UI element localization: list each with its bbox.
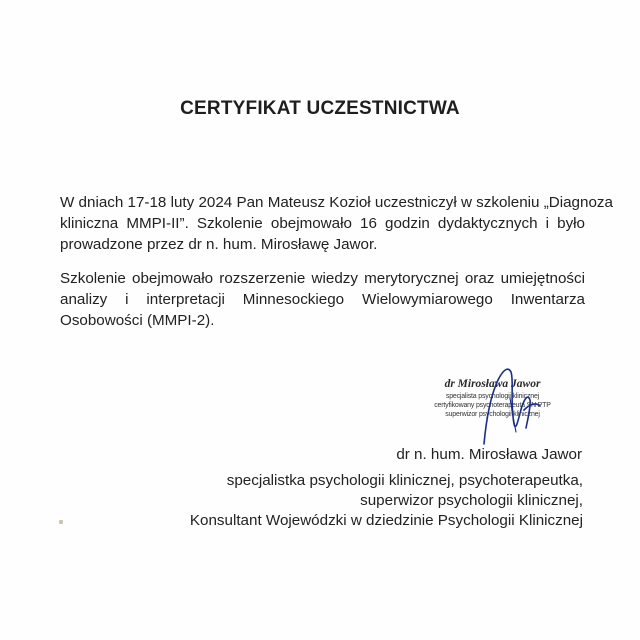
stamp-name: dr Mirosława Jawor — [444, 378, 541, 390]
paragraph-line: analizy i interpretacji Minnesockiego Wielowymiarowego Inwentarza — [60, 291, 585, 308]
stamp-line: specjalista psychologii klinicznej — [445, 391, 540, 400]
paragraph-line: kliniczna MMPI-II”. Szkolenie obejmowało 16 godzin dydaktycznych i było — [60, 215, 585, 232]
paragraph-training-scope — [60, 268, 585, 331]
certificate-title: CERTYFIKAT UCZESTNICTWA — [180, 98, 460, 119]
paragraph-line: Osobowości (MMPI-2). — [60, 312, 215, 329]
signatory-name: dr n. hum. Mirosława Jawor — [396, 446, 582, 463]
signatory-role: superwizor psychologii klinicznej, — [360, 492, 583, 509]
stamp-line: certyfikowany psychoterapeuta SN PTP — [434, 400, 551, 409]
paragraph-line: W dniach 17-18 luty 2024 Pan Mateusz Kozioł uczestniczył w szkoleniu „Diagnoza — [60, 194, 613, 211]
signatory-role: Konsultant Wojewódzki w dziedzinie Psychologii Klinicznej — [189, 512, 583, 529]
paragraph-training-details — [60, 192, 613, 255]
signatory-role: specjalistka psychologii klinicznej, psychoterapeutka, — [226, 472, 583, 489]
handwritten-signature-icon — [470, 362, 560, 447]
stamp-line: superwizor psychologii klinicznej — [445, 409, 540, 418]
paper-speck — [59, 520, 63, 524]
paragraph-line: Szkolenie obejmowało rozszerzenie wiedzy merytorycznej oraz umiejętności — [60, 270, 585, 287]
paragraph-line: prowadzone przez dr n. hum. Mirosławę Jawor. — [60, 236, 378, 253]
